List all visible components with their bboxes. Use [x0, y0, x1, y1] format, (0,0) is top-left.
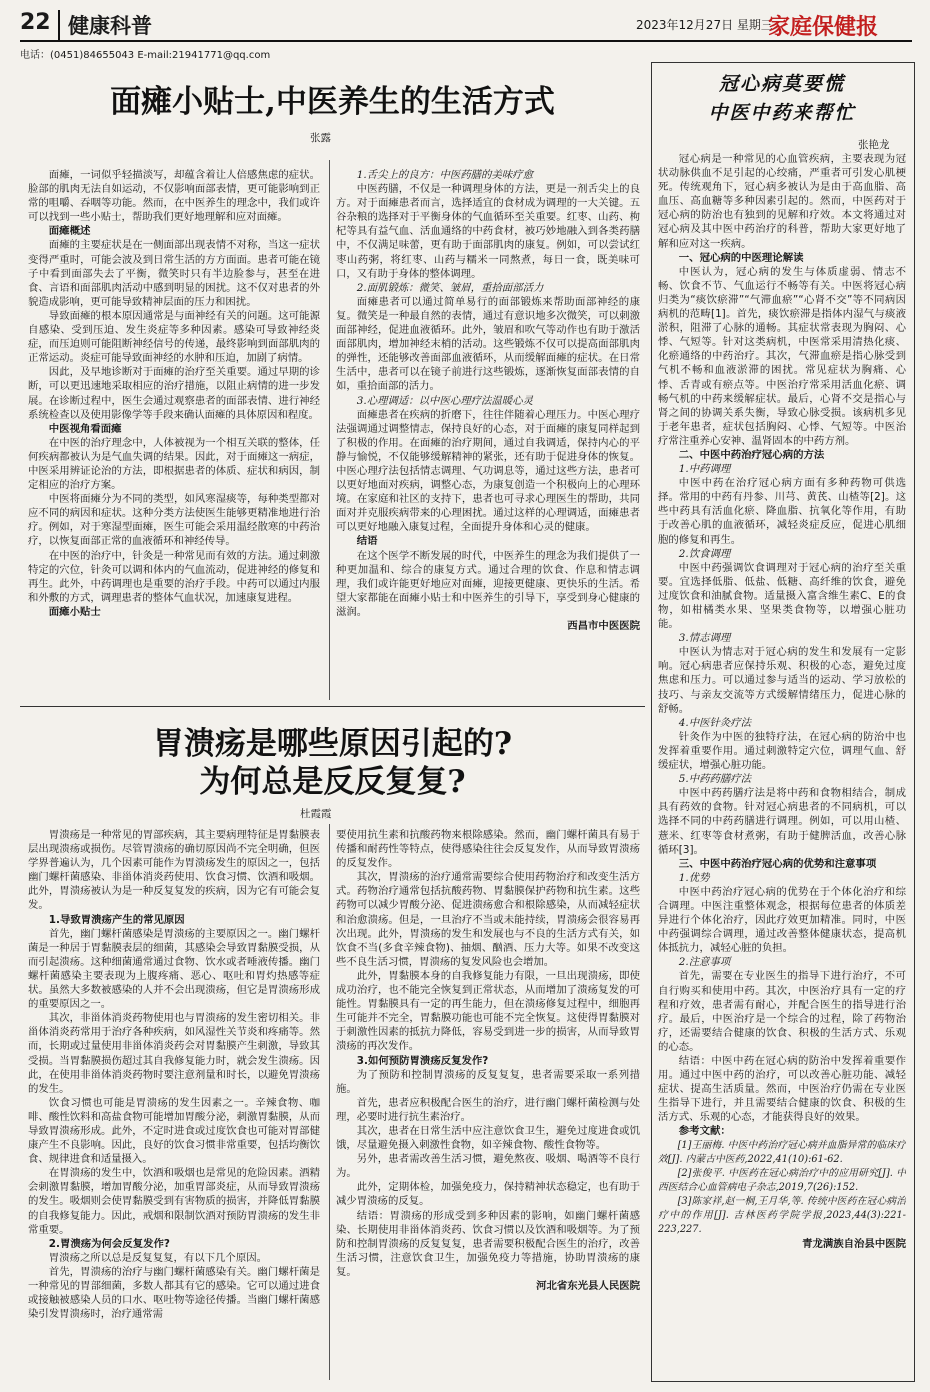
paragraph: 在这个医学不断发展的时代，中医养生的理念为我们提供了一种更加温和、综合的康复方式。通过合理的饮食、作息和情志调理，我们或许能更好地应对面瘫，迎接更健康、更快乐的生活。希望大家都能在面瘫小贴士和中医养生的引导下，享受到身心健康的滋润。 [336, 549, 640, 618]
paragraph: 中医中药治疗冠心病的优势在于个体化治疗和综合调理。中医注重整体观念，根据每位患者的体质差异进行个体化治疗，因此疗效更加精准。同时，中医中药强调综合调理，通过改善整体健康状态，提高机体抵抗力，减轻心脏的负担。 [658, 885, 906, 955]
newspaper-brand: 家庭保健报 [768, 14, 879, 40]
paragraph: 胃溃疡是一种常见的胃部疾病，其主要病理特征是胃黏膜表层出现溃疡或损伤。尽管胃溃疡的确切原因尚不完全明确，但医学界普遍认为，几个因素可能作为胃溃疡发生的原因之一，包括幽门螺杆菌感染、非甾体消炎药使用、饮食习惯、饮酒和吸烟。此外，胃溃疡被认为是一种反复复发的疾病，因为它有可能会复发。 [28, 829, 320, 912]
paragraph: 首先，需要在专业医生的指导下进行治疗，不可自行购买和使用中药。其次，中医治疗具有一定的疗程和疗效，患者需有耐心，并配合医生的指导进行治疗。最后，中医治疗是一个综合的过程，除了药物治疗，还需要结合健康的饮食、积极的生活方式、乐观的心态。 [658, 970, 906, 1053]
paragraph: 针灸作为中医的独特疗法，在冠心病的防治中也发挥着重要作用。通过刺激特定穴位，调理气血、舒缓症状，增强心脏功能。 [658, 730, 906, 772]
article2-column2 [336, 828, 640, 1380]
paragraph: 饮食习惯也可能是胃溃疡的发生因素之一。辛辣食物、咖啡、酸性饮料和高盐食物可能增加胃酸分泌，刺激胃黏膜，从而导致胃溃疡形成。此外，不定时进食或过度饮食也可能对胃部健康产生不良影响。因此，良好的饮食习惯非常重要，包括均衡饮食、规律进食和适量摄入。 [28, 1096, 320, 1166]
paragraph: 中医药膳，不仅是一种调理身体的方法，更是一剂舌尖上的良方。对于面瘫患者而言，选择适宜的食材成为调理的一大关键。五谷杂粮的选择对于平衡身体的气血循环至关重要。红枣、山药、枸杞等具有益气血、活血通络的中药食材，被巧妙地融入到各类药膳中，不仅满足味蕾，更有助于面部肌肉的康复。例如，可以尝试红枣山药粥，将红枣、山药与糯米一同熬煮，每日一食，既美味可口，又有助于身体的整体调理。 [336, 183, 640, 280]
sub-subheading: 2.注意事项 [678, 956, 731, 969]
subheading: 面瘫概述 [48, 225, 91, 238]
reference-item: [3]陈家祥,赵一桐,王月华,等. 传统中医药在冠心病治疗中的作用[J]. 吉林医药学院学报,2023,44(3):221-223,227. [658, 1195, 906, 1236]
reference-item: [2]张俊平. 中医药在冠心病治疗中的应用研究[J]. 中西医结合心血管病电子杂志,2019,7(26):152. [658, 1167, 906, 1193]
paragraph: 在中医的治疗理念中，人体被视为一个相互关联的整体，任何疾病都被认为是气血失调的结果。因此，对于面瘫这一病症，中医采用辨证论治的方法，即根据患者的体质、症状和病因，制定相应的治疗方案。 [28, 436, 320, 492]
paragraph: 结语：中医中药在冠心病的防治中发挥着重要作用。通过中医中药的治疗，可以改善心脏功能、减轻症状、提高生活质量。然而，中医治疗仍需在专业医生指导下进行，并且需要结合健康的饮食、积极的生活方式、乐观的心态，才能获得良好的效果。 [658, 1055, 906, 1124]
sub-subheading: 4.中医针灸疗法 [678, 716, 752, 729]
sub-subheading: 3.心理调适：以中医心理疗法温暖心灵 [356, 394, 533, 407]
subheading: 一、冠心病的中医理论解读 [678, 251, 804, 264]
paragraph: 胃溃疡之所以总是反复复复，有以下几个原因。 [48, 1251, 267, 1264]
paragraph: 中医中药药膳疗法是将中药和食物相结合，制成具有药效的食物。针对冠心病患者的不同病机，可以选择不同的中药药膳进行调理。例如，可以用山楂、薏米、红枣等食材煮粥，有助于健脾活血，改善心脉循环[3]。 [658, 787, 906, 856]
article1-author: 张露 [310, 132, 331, 144]
paragraph: 其次，非甾体消炎药物使用也与胃溃疡的发生密切相关。非甾体消炎药常用于治疗各种疾病，如风湿性关节炎和疼痛等。然而，长期或过量使用非甾体消炎药会对胃黏膜产生刺激，导致其受损。当胃黏膜损伤超过其自我修复能力时，就会发生溃疡。因此，在使用非甾体消炎药物时要注意剂量和时长，以避免胃溃疡的发生。 [28, 1012, 320, 1095]
paragraph: 冠心病是一种常见的心血管疾病，主要表现为冠状动脉供血不足引起的心绞痛，严重者可引发心肌梗死。传统观角下，冠心病多被认为是由于高血脂、高血压、高血糖等多种因素引起的。然而，中医药对于冠心病的防治也有独到的见解和疗效。本文将通过对冠心病及其中医中药治疗的科普，帮助大家更好地了解和应对这一疾病。 [658, 153, 906, 250]
paragraph: 结语：胃溃疡的形成受到多种因素的影响，如幽门螺杆菌感染、长期使用非甾体消炎药、饮食习惯以及饮酒和吸烟等。为了预防和控制胃溃疡的反复复复，患者需要积极配合医生的治疗，改善生活习惯，注意饮食卫生，加强免疫力等措施，协助胃溃疡的康复。 [336, 1209, 640, 1278]
article1-column1 [28, 168, 320, 698]
paragraph: 面瘫患者在疾病的折磨下，往往伴随着心理压力。中医心理疗法强调通过调整情志，保持良好的心态，对于面瘫的康复同样起到了积极的作用。在面瘫的治疗期间，通过自我调适，保持内心的平静与愉悦，不仅能够缓解精神的紧张，还有助于促进身体的恢复。中医心理疗法包括情志调理、气功调息等，通过这些方法，患者可以更好地面对疾病，调整心态，为康复创造一个积极向上的心理环境。在家庭和社区的支持下，患者也可寻求心理医生的帮助，共同面对并克服疾病带来的心理困扰。通过这样的心理调适，面瘫患者可以更好地融入康复过程，全面提升身体和心灵的健康。 [336, 408, 640, 534]
page-number: 22 [20, 10, 51, 35]
subheading: 1.导致胃溃疡产生的常见原因 [48, 913, 185, 926]
paragraph: 在胃溃疡的发生中，饮酒和吸烟也是常见的危险因素。酒精会刺激胃黏膜，增加胃酸分泌，加重胃部炎症，从而导致胃溃疡的发生。吸烟则会使胃黏膜受到有害物质的损害，并降低胃黏膜的自我修复能力。因此，戒烟和限制饮酒对预防胃溃疡的发生非常重要。 [28, 1167, 320, 1236]
sub-subheading: 2.面肌锻炼：微笑、皱眉，重拾面部活力 [356, 281, 544, 294]
paragraph: 首先，幽门螺杆菌感染是胃溃疡的主要原因之一。幽门螺杆菌是一种居于胃黏膜表层的细菌，其感染会导致胃黏膜受损，从而引起溃疡。这种细菌通常通过食物、饮水或者唾液传播。幽门螺杆菌感染主要表现为上腹疼痛、恶心、呕吐和胃灼热感等症状。虽然大多数被感染的人并不会出现溃疡，但它是胃溃疡形成的重要原因之一。 [28, 927, 320, 1011]
subheading: 参考文献： [678, 1125, 731, 1138]
paragraph: 中医将面瘫分为不同的类型，如风寒湿痰等，每种类型都对应不同的病因和症状。这种分类方法使医生能够更精准地进行治疗。例如，对于寒湿型面瘫，医生可能会采用温经散寒的中药治疗，以恢复面部正常的血液循环和神经传导。 [28, 493, 320, 548]
paragraph: 面瘫，一词似乎轻描淡写，却蕴含着让人倍感焦虑的症状。脸部的肌肉无法自如运动，不仅影响面部表情，更可能影响到正常的咀嚼、吞咽等功能。然而，在中医养生的理念中，我们或许可以找到一些小贴士，帮助我们更好地理解和应对面瘫。 [28, 169, 320, 224]
subheading: 中医视角看面瘫 [48, 422, 122, 435]
paragraph: 导致面瘫的根本原因通常是与面神经有关的问题。这可能源自感染、受到压迫、发生炎症等多种因素。感染可导致神经炎症，而压迫则可能阻断神经信号的传递，最终影响到面部肌肉的正常运动。炎症可能导致面神经的水肿和压迫，加剧了病情。 [28, 309, 320, 365]
column-divider [329, 160, 330, 700]
source-hospital: 西昌市中医医院 [567, 620, 640, 632]
paragraph: 为了预防和控制胃溃疡的反复复复，患者需要采取一系列措施。 [336, 1068, 640, 1095]
paragraph: 首先，患者应积极配合医生的治疗，进行幽门螺杆菌检测与处理，必要时进行抗生素治疗。 [336, 1096, 640, 1123]
subheading: 2.胃溃疡为何会反复发作? [48, 1237, 170, 1250]
article3-column [658, 152, 906, 1376]
article3-title [656, 70, 908, 128]
sub-subheading: 1.优势 [678, 871, 710, 884]
contact-line: 电话：(0451)84655043 E-mail:21941771@qq.com [20, 50, 271, 61]
subheading: 结语 [356, 535, 378, 548]
article2-title-line1: 胃溃疡是哪些原因引起的? [152, 726, 513, 762]
article2-author: 杜霞霞 [300, 808, 332, 820]
issue-date: 2023年12月27日 星期三 [636, 18, 773, 32]
source-hospital: 河北省东光县人民医院 [536, 1280, 640, 1292]
article3-author: 张艳龙 [858, 139, 890, 151]
article3-title-line2: 中医中药来帮忙 [708, 102, 856, 124]
paragraph: 要使用抗生素和抗酸药物来根除感染。然而，幽门螺杆菌具有易于传播和耐药性等特点，使得感染往往会反复发作，从而导致胃溃疡的反复发作。 [336, 829, 640, 870]
subheading: 二、中医中药治疗冠心病的方法 [678, 448, 825, 461]
reference-item: [1]王丽梅. 中医中药治疗冠心病并血脂异常的临床疗效[J]. 内蒙古中医药,2022,41(10):61-62. [658, 1139, 906, 1165]
subheading: 3.如何预防胃溃疡反复发作? [356, 1054, 489, 1067]
column-divider-2 [329, 824, 330, 1380]
article-separator [20, 706, 645, 707]
article2-column1 [28, 828, 320, 1380]
paragraph: 其次，胃溃疡的治疗通常需要综合使用药物治疗和改变生活方式。药物治疗通常包括抗酸药物、胃黏膜保护药物和抗生素。这些药物可以减少胃酸分泌、促进溃疡愈合和根除感染，从而减轻症状和治愈溃疡。但是，一旦治疗不当或未能持续，胃溃疡会很容易再次出现。此外，胃溃疡的发生和发展也与不良的生活方式有关，如饮食不当(多食辛辣食物)、抽烟、酗酒、压力大等。如果不改变这些不良生活习惯，胃溃疡的复发风险也会增加。 [336, 871, 640, 968]
subheading: 面瘫小贴士 [48, 605, 101, 618]
sub-subheading: 1.舌尖上的良方：中医药膳的美味疗愈 [356, 169, 533, 181]
sub-subheading: 5.中药药膳疗法 [678, 773, 752, 786]
paragraph: 首先，胃溃疡的治疗与幽门螺杆菌感染有关。幽门螺杆菌是一种常见的胃部细菌，多数人都其有它的感染。它可以通过进食或接触被感染人员的口水、呕吐物等途径传播。当幽门螺杆菌感染引发胃溃疡时，治疗通常需 [28, 1265, 320, 1321]
section-name: 健康科普 [58, 10, 152, 40]
paragraph: 中医中药在治疗冠心病方面有多种药物可供选择。常用的中药有丹参、川芎、黄芪、山楂等[2]。这些中药具有活血化瘀、降血脂、抗氧化等作用，有助于改善心肌的血液循环，减轻炎症反应，促进心肌细胞的修复和再生。 [658, 477, 906, 546]
sub-subheading: 1.中药调理 [678, 463, 731, 476]
paragraph: 因此，及早地诊断对于面瘫的治疗至关重要。通过早期的诊断，可以更迅速地采取相应的治疗措施，以阻止病情的进一步发展。在诊断过程中，医生会通过观察患者的面部表情、进行神经系统检查以及使用影像学等手段来确认面瘫的具体原因和程度。 [28, 366, 320, 421]
paragraph: 中医中药强调饮食调理对于冠心病的治疗至关重要。宜选择低脂、低盐、低糖、高纤维的饮食，避免过度饮食和油腻食物。适量摄入富含维生素C、E的食物，如柑橘类水果、坚果类食物等，以增强心脏功能。 [658, 561, 906, 631]
paragraph: 中医认为，冠心病的发生与体质虚弱、情志不畅、饮食不节、气血运行不畅等有关。中医将冠心病归类为“痰饮瘀滞”“气滞血瘀”“心肾不交”等不同病因病机的范畴[1]。首先，痰饮瘀滞是指体内湿气与痰液淤积，阻滞了心脉的通畅。其症状常表现为胸闷、心悸、气短等。针对这类病机，中医常采用清热化痰、化瘀通络的中药治疗。其次，气滞血瘀是指心脉受到气机不畅和血液淤滞的困扰。常见症状为胸痛、心悸、舌青或有瘀点等。中医治疗常采用活血化瘀、调畅气机的中药来缓解症状。最后，心肾不交是指心与肾之间的协调关系失衡，导致心脉受损。该病机多见于老年患者，症状包括胸闷、心悸、气短等。中医治疗常注重养心安神、温肾固本的中药方剂。 [658, 265, 906, 447]
paragraph: 面瘫的主要症状是在一侧面部出现表情不对称，当这一症状变得严重时，可能会波及到日常生活的方方面面。患者可能在镜子中看到面部失去了平衡，微笑时只有半边脸参与，甚至在进食、言语和面部肌肉活动中感到明显的困扰。这不仅对患者的外貌造成影响，更可能导致精神层面的压力和困扰。 [28, 239, 320, 308]
article1-title: 面瘫小贴士,中医养生的生活方式 [110, 84, 555, 120]
source-hospital: 青龙满族自治县中医院 [802, 1238, 906, 1251]
paragraph: 此外，定期体检，加强免疫力，保持精神状态稳定，也有助于减少胃溃疡的反复。 [336, 1181, 640, 1208]
subheading: 三、中医中药治疗冠心病的优势和注意事项 [678, 857, 877, 870]
article2-title-line2: 为何总是反反复复? [199, 764, 466, 800]
paragraph: 此外，胃黏膜本身的自我修复能力有限，一旦出现溃疡，即使成功治疗，也不能完全恢复到正常状态，从而增加了溃疡复发的可能性。胃黏膜具有一定的再生能力，但在溃疡修复过程中，细胞再生可能并不完全，胃黏膜功能也可能不完全恢复。这使得胃黏膜对于刺激性因素的抵抗力降低，容易受到进一步的损害，从而导致胃溃疡的再次发作。 [336, 969, 640, 1053]
paragraph: 其次，患者在日常生活中应注意饮食卫生，避免过度进食或饥饿，尽量避免摄入刺激性食物，如辛辣食物、酸性食物等。 [336, 1124, 640, 1152]
sub-subheading: 3.情志调理 [678, 632, 731, 645]
paragraph: 另外，患者需改善生活习惯，避免熬夜、吸烟、喝酒等不良行为。 [336, 1153, 640, 1180]
article1-column2 [336, 168, 640, 698]
header-rule [20, 40, 912, 42]
paragraph: 中医认为情志对于冠心病的发生和发展有一定影响。冠心病患者应保持乐观、积极的心态，避免过度焦虑和压力。可以通过参与适当的运动、学习放松的技巧、与亲友交流等方式缓解情绪压力，促进心脉的舒畅。 [658, 646, 906, 715]
article3-title-line1: 冠心病莫要慌 [718, 73, 845, 95]
sub-subheading: 2.饮食调理 [678, 547, 731, 560]
paragraph: 面瘫患者可以通过简单易行的面部锻炼来帮助面部神经的康复。微笑是一种最自然的表情，通过有意识地多次微笑，可以刺激面部神经，促进血液循环。此外，皱眉和吹气等动作也有助于激活面部肌肉，增加神经末梢的活动。这些锻炼不仅可以提高面部肌肉的弹性，还能够改善面部血液循环，从而缓解面瘫的症状。在日常生活中，患者可以在镜子前进行这些锻炼，逐渐恢复面部表情的自如，重拾面部的活力。 [336, 295, 640, 393]
paragraph: 在中医的治疗中，针灸是一种常见而有效的方法。通过刺激特定的穴位，针灸可以调和体内的气血流动，促进神经的修复和再生。此外，中药调理也是重要的治疗手段。中药可以通过内服和外敷的方式，调理患者的整体气血状况，加速康复进程。 [28, 549, 320, 604]
